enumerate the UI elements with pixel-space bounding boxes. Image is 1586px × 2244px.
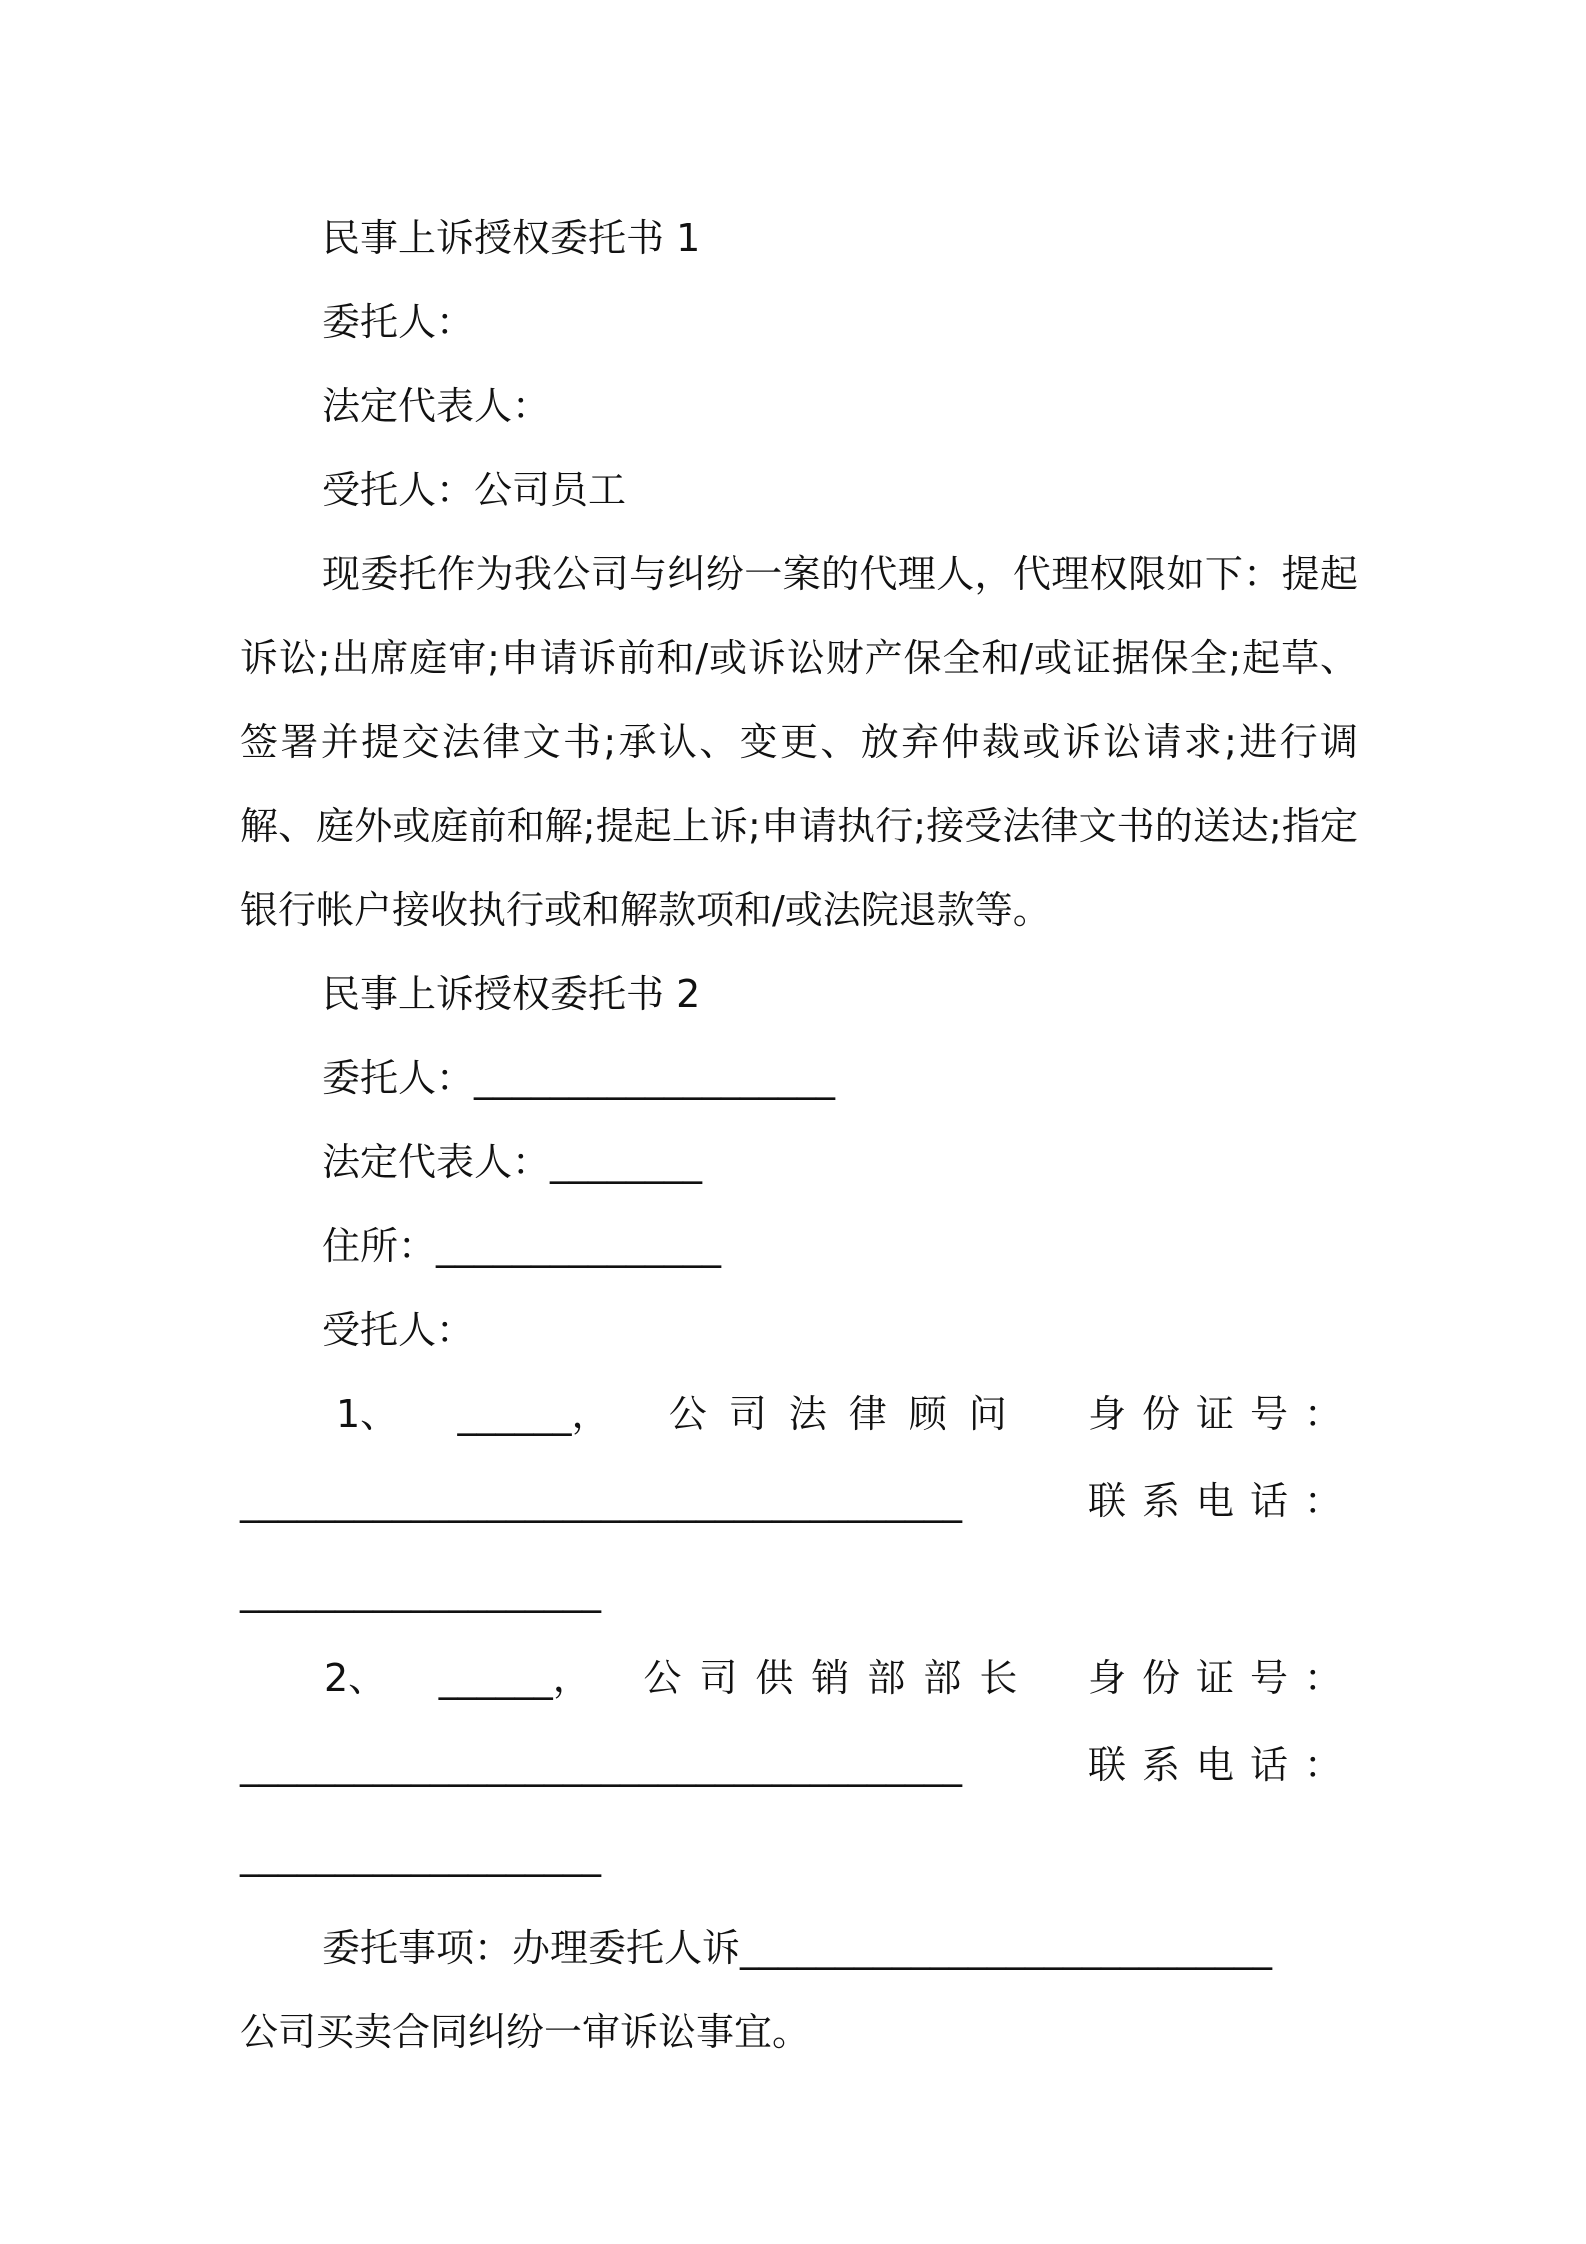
agent1-phone-label: 联系电话： <box>1087 1479 1358 1523</box>
doc1-legal-rep: 法定代表人： <box>322 384 551 428</box>
doc1-body: 现委托作为我公司与纠纷一案的代理人，代理权限如下：提起诉讼;出席庭审;申请诉前和/或诉讼财产保全和/或证据保全;起草、签署并提交法律文书;承认、变更、放弃仲裁或诉讼请求;进行调解、庭外或庭前和解;提起上诉;申请执行;接受法律文书的送达;指定银行帐户接收执行或和解款项和/或法院退款等。 <box>240 552 1358 932</box>
agent2-phone-label: 联系电话： <box>1087 1743 1358 1787</box>
doc2-legal-rep: 法定代表人：________ <box>322 1140 703 1184</box>
agent2-id-label: 身份证号： <box>1087 1656 1358 1700</box>
agent2-row <box>240 1636 1358 1720</box>
doc1-title: 民事上诉授权委托书 1 <box>322 216 701 260</box>
agent1-id-label: 身份证号： <box>1087 1392 1358 1436</box>
agent1-num: 1、 <box>336 1392 399 1436</box>
agent2-id-row <box>240 1720 1358 1810</box>
agent1-phone-blank: ___________________ <box>240 1569 601 1613</box>
agent2-phone-row <box>240 1810 1358 1900</box>
agent2-role: 公司供销部部长 <box>643 1656 1036 1700</box>
matter-line: 委托事项：办理委托人诉____________________________ <box>322 1926 1273 1970</box>
agent2-name-blank: ______， <box>438 1656 591 1700</box>
agent2-num: 2、 <box>324 1656 387 1700</box>
doc2-address: 住所：_______________ <box>322 1224 722 1268</box>
agent2-phone-blank: ___________________ <box>240 1833 601 1877</box>
doc2-agent: 受托人： <box>322 1308 475 1352</box>
document-page <box>240 196 1358 2074</box>
matter-end: 公司买卖合同纠纷一审诉讼事宜。 <box>240 2010 811 2054</box>
agent1-phone-row <box>240 1546 1358 1636</box>
doc2-title: 民事上诉授权委托书 2 <box>322 972 701 1016</box>
doc1-agent: 受托人：公司员工 <box>322 468 627 512</box>
agent1-role: 公司法律顾问 <box>668 1392 1029 1436</box>
doc2-principal: 委托人：___________________ <box>322 1056 836 1100</box>
agent1-row <box>240 1372 1358 1456</box>
agent1-id-blank: ______________________________________ <box>240 1479 962 1523</box>
doc1-principal: 委托人： <box>322 300 475 344</box>
agent1-id-row <box>240 1456 1358 1546</box>
agent2-id-blank: ______________________________________ <box>240 1743 962 1787</box>
agent1-name-blank: ______， <box>457 1392 610 1436</box>
